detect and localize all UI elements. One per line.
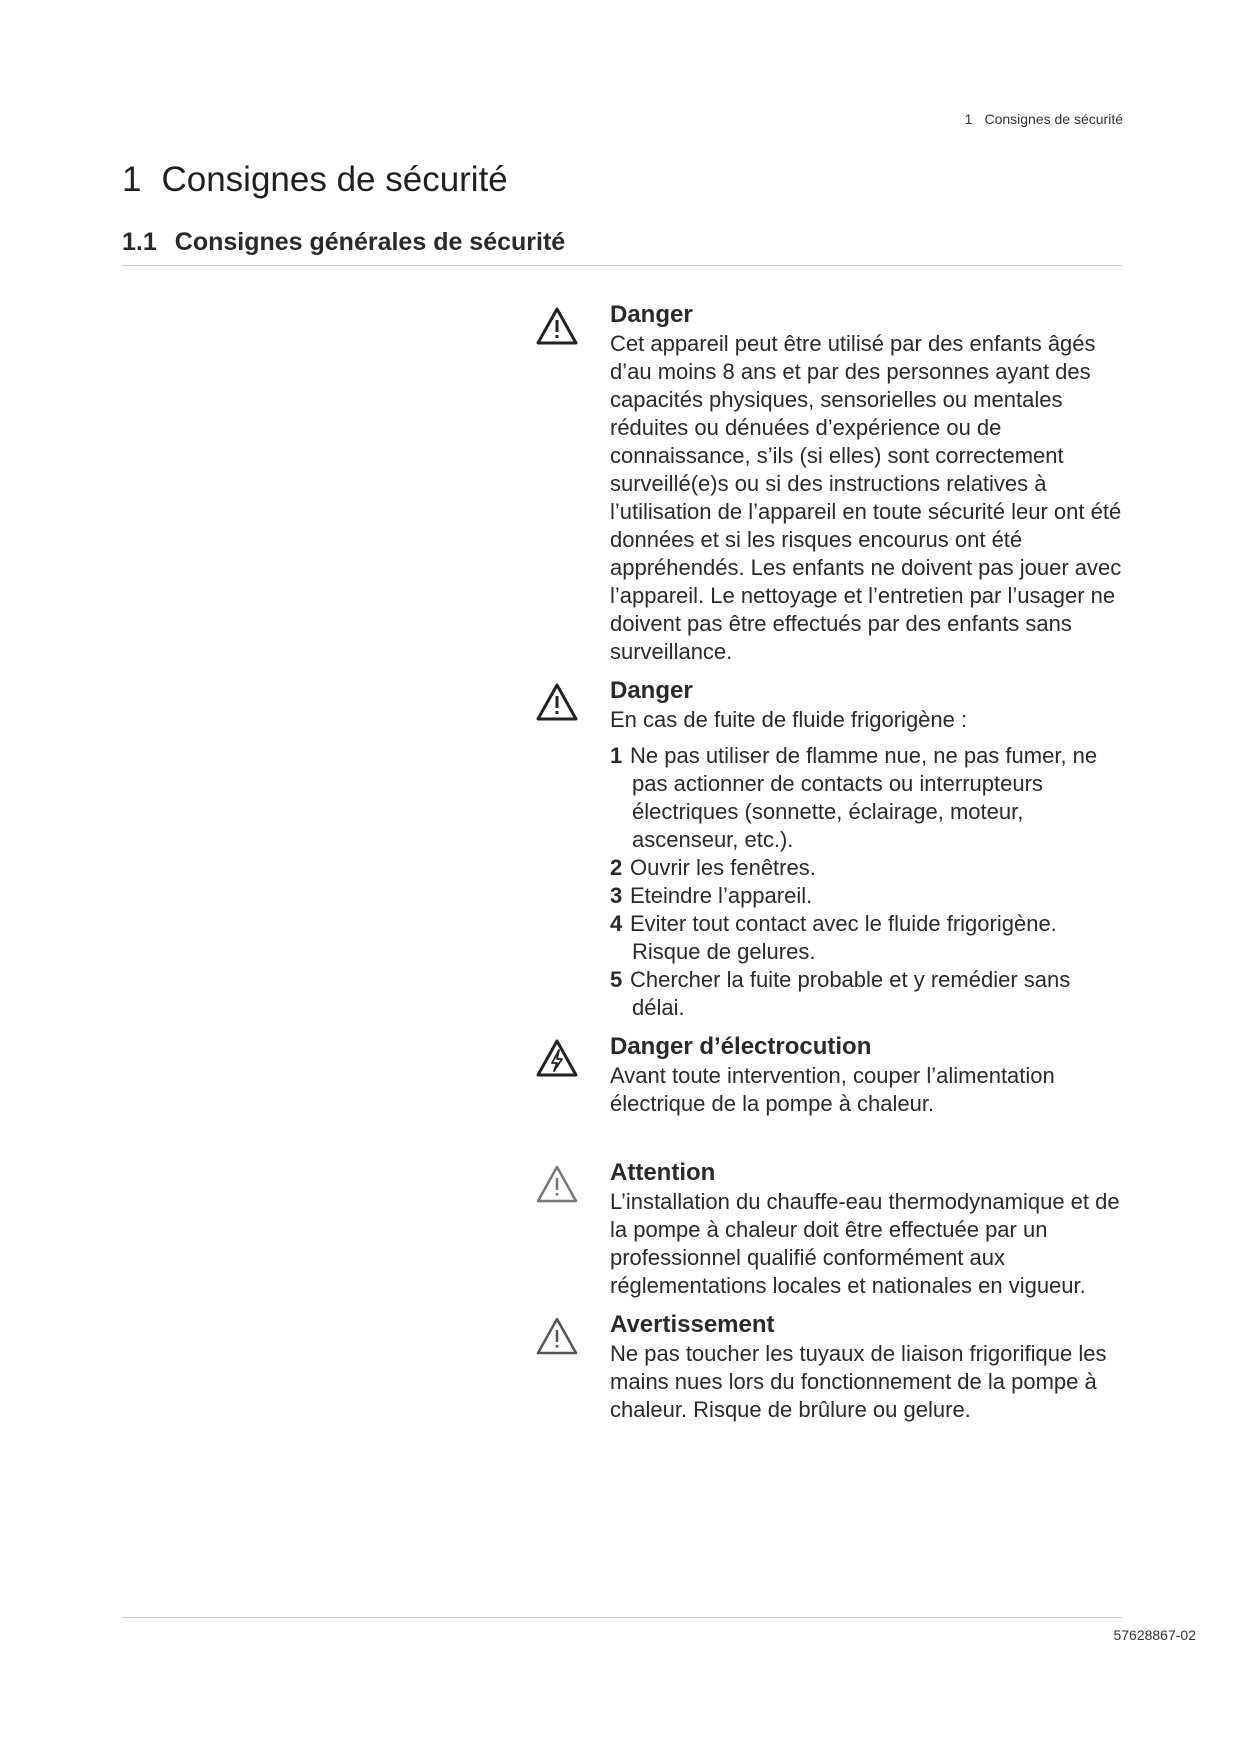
safety-notice-warning <box>535 1310 1125 1424</box>
step-number: 4 <box>610 911 623 936</box>
notice-title: Avertissement <box>610 1311 775 1338</box>
notice-title: Danger d’électrocution <box>610 1033 872 1060</box>
section-divider <box>122 265 1122 266</box>
step-text: Chercher la fuite probable et y remédier sans délai. <box>630 967 1071 1020</box>
running-header-label: Consignes de sécurité <box>984 111 1123 127</box>
warning-triangle-icon <box>535 306 579 346</box>
section-title-text: Consignes générales de sécurité <box>174 228 566 256</box>
step-text: Eteindre l’appareil. <box>630 883 813 908</box>
chapter-number: 1 <box>122 160 142 199</box>
step-number: 1 <box>610 743 623 768</box>
step-text: Eviter tout contact avec le fluide frigorigène. Risque de gelures. <box>630 911 1057 964</box>
notice-title: Danger <box>610 301 693 328</box>
section-title <box>122 228 565 257</box>
step-number: 5 <box>610 967 623 992</box>
chapter-title <box>122 160 508 200</box>
notice-title: Danger <box>610 677 693 704</box>
procedure-step <box>610 882 1125 910</box>
caution-triangle-icon <box>535 1164 579 1204</box>
safety-notice-danger-refrigerant <box>535 676 1125 1022</box>
notice-text: Ne pas toucher les tuyaux de liaison frigorifique les mains nues lors du fonctionnement de la pompe à chaleur. Risque de brûlure ou gelure. <box>610 1341 1107 1422</box>
footer-divider <box>122 1617 1122 1618</box>
warning-triangle-icon <box>535 682 579 722</box>
electric-hazard-icon <box>535 1038 579 1078</box>
chapter-title-text: Consignes de sécurité <box>161 160 508 199</box>
notice-text: Avant toute intervention, couper l’alimentation électrique de la pompe à chaleur. <box>610 1063 1055 1116</box>
running-header-number: 1 <box>964 111 973 127</box>
step-text: Ouvrir les fenêtres. <box>630 855 816 880</box>
notice-text: Cet appareil peut être utilisé par des enfants âgés d’au moins 8 ans et par des personnes ayant des capacités physiques, sensorielles ou mentales réduites ou dénuées d’expérience ou de connaissance, s’ils (si elles) sont correctement surveillé(e)s ou si des instructions relatives à l’utilisation de l’appareil en toute sécurité leur ont été données et si les risques encourus ont été appréhendés. Les enfants ne doivent pas jouer avec l’appareil. Le nettoyage et l’entretien par l’usager ne doivent pas être effectués par des enfants sans surveillance. <box>610 331 1122 664</box>
running-header <box>965 111 1123 127</box>
safety-notices <box>535 300 1125 1434</box>
safety-notice-electrocution <box>535 1032 1125 1118</box>
procedure-step <box>610 854 1125 882</box>
section-number: 1.1 <box>122 228 157 256</box>
safety-notice-danger-children <box>535 300 1125 666</box>
procedure-steps <box>610 742 1125 1022</box>
procedure-step <box>610 910 1125 966</box>
safety-notice-attention <box>535 1158 1125 1300</box>
step-number: 2 <box>610 855 623 880</box>
step-text: Ne pas utiliser de flamme nue, ne pas fumer, ne pas actionner de contacts ou interrupteurs électriques (sonnette, éclairage, moteur, ascenseur, etc.). <box>630 743 1098 852</box>
procedure-step <box>610 742 1125 854</box>
notice-text: L’installation du chauffe-eau thermodynamique et de la pompe à chaleur doit être effectuée par un professionnel qualifié conformément aux réglementations locales et nationales en vigueur. <box>610 1189 1120 1298</box>
caution-triangle-icon <box>535 1316 579 1356</box>
procedure-step <box>610 966 1125 1022</box>
notice-title: Attention <box>610 1159 716 1186</box>
notice-text: En cas de fuite de fluide frigorigène : <box>610 707 968 732</box>
step-number: 3 <box>610 883 623 908</box>
document-reference: 57628867-02 <box>1113 1627 1196 1643</box>
